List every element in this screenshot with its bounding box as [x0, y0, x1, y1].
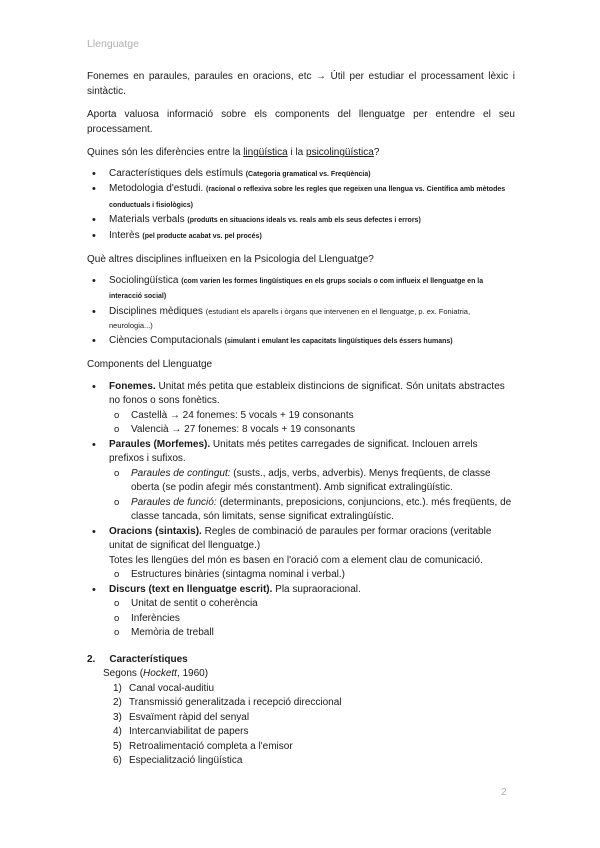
item-number: 5) — [113, 740, 122, 752]
components-list — [87, 380, 515, 641]
item-text: Regles de combinació de paraules per formar oracions (veritable unitat de significat del llenguatge.) — [109, 525, 492, 551]
item-title: Discurs (text en llenguatge escrit). — [109, 583, 273, 595]
list-item — [103, 696, 515, 711]
list-item-fonemes — [87, 380, 515, 438]
question-text: i la — [287, 147, 307, 158]
section-heading — [87, 653, 515, 668]
list-item — [87, 305, 515, 334]
question-differences — [87, 146, 515, 161]
item-note: (com varien les formes lingüístiques en els grups socials o com influeix el llenguatge en la interacció social) — [109, 277, 484, 300]
disciplines-list — [87, 274, 515, 350]
item-text: Intercanviabilitat de papers — [129, 726, 249, 737]
page-number: 2 — [501, 787, 507, 798]
item-title: Oracions (sintaxis). — [109, 525, 202, 537]
term-psicolinguistica: psicolingüística — [306, 147, 374, 158]
source-text: , 1960) — [176, 668, 209, 679]
list-item — [87, 274, 515, 305]
item-note: (produïts en situacions ideals vs. reals amb els seus defectes i errors) — [187, 217, 421, 224]
item-number: 4) — [113, 726, 122, 737]
list-item — [87, 213, 515, 229]
list-item — [87, 167, 515, 183]
item-text: Especialització lingüística — [129, 755, 243, 766]
sub-item — [109, 467, 515, 496]
item-text: Unitat més petita que estableix distincions de significat. Són unitats abstractes no fonos o sons fonètics. — [109, 380, 505, 406]
list-item — [103, 682, 515, 697]
item-text: Unitats més petites carregades de significat. Inclouen arrels prefixos i sufixos. — [109, 438, 478, 464]
item-text: Esvaïment ràpid del senyal — [129, 711, 250, 723]
sub-item: o Memòria de treball — [109, 626, 515, 641]
paragraph-contribution: Aporta valuosa informació sobre els components del llenguatge per entendre el seu processament. — [87, 109, 515, 135]
sub-item-term: Paraules de funció: — [131, 496, 217, 508]
differences-list — [87, 167, 515, 245]
item-main: Metodologia d'estudi. — [109, 183, 206, 194]
item-number: 2) — [113, 697, 122, 708]
item-number: 3) — [113, 711, 122, 723]
characteristics-list — [87, 682, 515, 769]
list-item — [87, 229, 515, 245]
list-item — [87, 182, 515, 213]
list-item-paraules — [87, 438, 515, 525]
item-main: Disciplines mèdiques — [109, 305, 206, 317]
page-content — [87, 70, 515, 769]
section-number: 2. — [87, 653, 96, 665]
source-author: Hockett — [143, 668, 177, 679]
item-main: Sociolingüística — [109, 274, 182, 286]
item-main: Ciències Computacionals — [109, 334, 225, 346]
item-extra: Totes les llengües del món es basen en l'oració com a element clau de comunicació. — [109, 554, 483, 566]
list-item — [87, 334, 515, 350]
list-item — [103, 754, 515, 769]
item-text: Pla supraoracional. — [272, 583, 361, 595]
source-text: Segons ( — [103, 668, 144, 679]
sub-item: o Estructures binàries (sintagma nominal i verbal.) — [109, 568, 515, 583]
term-linguistica: lingüística — [243, 147, 288, 158]
item-main: Interès — [109, 229, 143, 241]
item-note: (estudiant els aparells i òrgans que intervenen en el llenguatge, p. ex. Foniatria, neurologia...) — [109, 306, 471, 330]
sub-item-term: Paraules de contingut: — [131, 467, 231, 479]
item-number: 6) — [113, 755, 122, 766]
sub-item: o Inferències — [109, 612, 515, 627]
sub-list — [109, 597, 515, 641]
item-note: (pel producte acabat vs. pel procés) — [142, 232, 262, 240]
item-main: Materials verbals — [109, 214, 188, 225]
question-text: ? — [373, 147, 380, 158]
question-text: Quines són les diferències entre la — [87, 147, 244, 158]
item-note: (simulant i emulant les capacitats lingüístiques dels éssers humans) — [224, 337, 453, 345]
item-main: Característiques dels estímuls — [109, 167, 246, 179]
sub-list — [109, 568, 515, 583]
sub-item-text: (susts., adjs, verbs, adverbis). Menys freqüents, de classe oberta (se podin afegir més constantment). Amb significat extralingüístic. — [131, 467, 491, 493]
item-number: 1) — [113, 682, 122, 694]
question-disciplines: Què altres disciplines influeixen en la Psicologia del Llenguatge? — [87, 254, 374, 265]
item-text: Canal vocal-auditiu — [129, 682, 215, 694]
item-note: (racional o reflexiva sobre les regles que regeixen una llengua vs. Científica amb mètodes conductuals i fisiològics) — [109, 186, 506, 209]
sub-item — [109, 496, 515, 525]
item-text: Transmissió generalitzada i recepció direccional — [129, 697, 342, 708]
sub-list — [109, 409, 515, 438]
sub-item: o Unitat de sentit o coherència — [109, 597, 515, 612]
item-title: Paraules (Morfemes). — [109, 438, 211, 450]
sub-item: o Valencià → 27 fonemes: 8 vocals + 19 consonants — [109, 423, 515, 438]
components-heading: Components del Llenguatge — [87, 359, 213, 370]
sub-item: o Castellà → 24 fonemes: 5 vocals + 19 consonants — [109, 409, 515, 424]
list-item — [103, 725, 515, 740]
item-title: Fonemes. — [109, 380, 156, 392]
paragraph-processing: Fonemes en paraules, paraules en oracions, etc → Útil per estudiar el processament lèxic i sintàctic. — [87, 71, 515, 97]
item-text: Retroalimentació completa a l'emisor — [129, 740, 293, 752]
source-line — [87, 667, 515, 682]
running-header: Llenguatge — [87, 38, 139, 50]
list-item — [103, 740, 515, 755]
sub-list — [109, 467, 515, 525]
item-note: (Categoria gramatical vs. Freqüència) — [245, 170, 371, 178]
list-item — [103, 711, 515, 726]
section-title: Característiques — [109, 653, 188, 665]
sub-item-text: (determinants, preposicions, conjuncions, etc.). més freqüents, de classe tancada, són limitats, sense significat extralingüístic. — [131, 496, 512, 522]
list-item-discurs — [87, 583, 515, 641]
list-item-oracions — [87, 525, 515, 583]
